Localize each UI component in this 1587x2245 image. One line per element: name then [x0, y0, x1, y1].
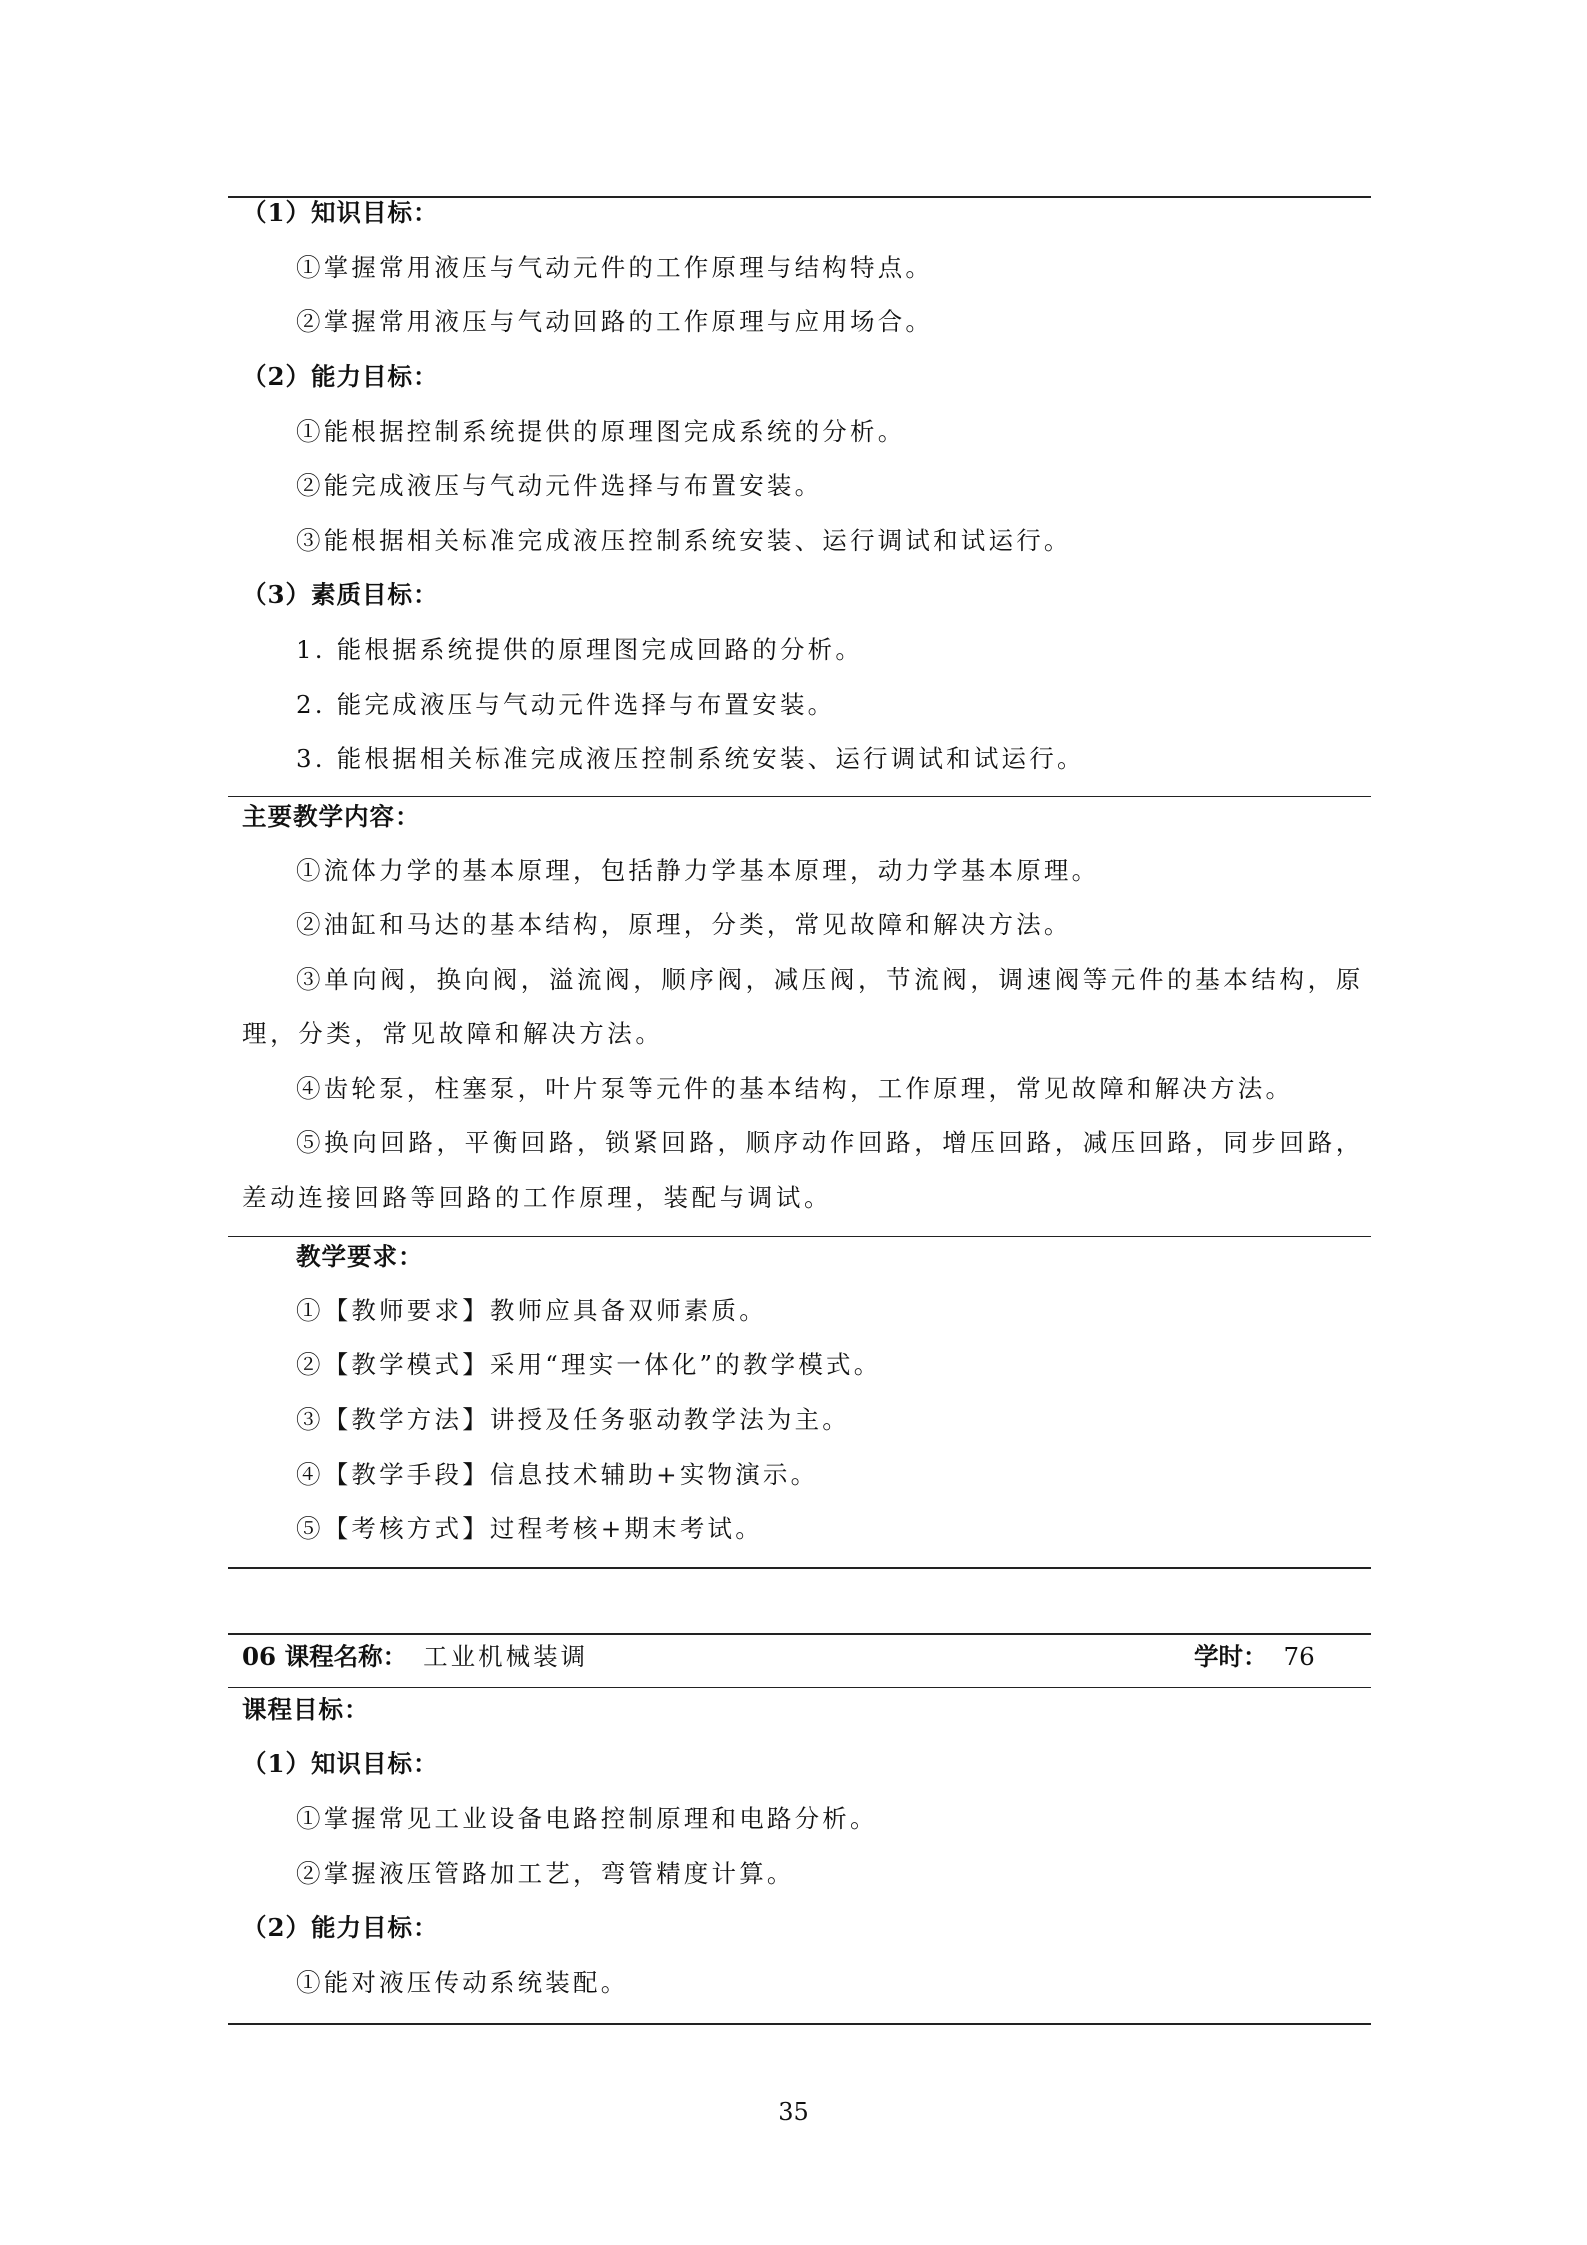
knowledge-item-1: ①掌握常用液压与气动元件的工作原理与结构特点。 — [296, 253, 934, 282]
quality-item-3: 3. 能根据相关标准完成液压控制系统安装、运行调试和试运行。 — [296, 744, 1085, 773]
hours-value: 76 — [1283, 1642, 1315, 1671]
content-line-2: ②油缸和马达的基本结构，原理，分类，常见故障和解决方法。 — [296, 910, 1072, 939]
course-name-label: 06 课程名称： — [242, 1642, 408, 1671]
table-bottom-rule — [228, 1567, 1371, 1569]
course06-ability-item-1: ①能对液压传动系统装配。 — [296, 1968, 629, 1997]
course06-goals-heading: 课程目标： — [242, 1695, 370, 1724]
content-line-5-cont: 差动连接回路等回路的工作原理，装配与调试。 — [242, 1183, 833, 1212]
content-line-3-cont: 理，分类，常见故障和解决方法。 — [242, 1019, 664, 1048]
course06-knowledge-item-2: ②掌握液压管路加工艺，弯管精度计算。 — [296, 1859, 795, 1888]
ability-goal-heading: （2）能力目标： — [242, 362, 439, 391]
requirements-heading: 教学要求： — [296, 1242, 424, 1271]
course06-top-rule — [228, 1633, 1371, 1635]
content-line-4: ④齿轮泵，柱塞泵，叶片泵等元件的基本结构，工作原理，常见故障和解决方法。 — [296, 1074, 1294, 1103]
hours-label: 学时： — [1194, 1642, 1268, 1671]
ability-item-3: ③能根据相关标准完成液压控制系统安装、运行调试和试运行。 — [296, 526, 1072, 555]
quality-item-1: 1. 能根据系统提供的原理图完成回路的分析。 — [296, 635, 864, 664]
knowledge-item-2: ②掌握常用液压与气动回路的工作原理与应用场合。 — [296, 307, 934, 336]
ability-item-2: ②能完成液压与气动元件选择与布置安装。 — [296, 471, 823, 500]
requirement-item-4: ④【教学手段】信息技术辅助+实物演示。 — [296, 1460, 819, 1489]
course06-header-row — [242, 1640, 1371, 1674]
requirement-item-2: ②【教学模式】采用“理实一体化”的教学模式。 — [296, 1350, 882, 1379]
page-number: 35 — [778, 2098, 809, 2126]
quality-goal-heading: （3）素质目标： — [242, 580, 439, 609]
requirement-item-1: ①【教师要求】教师应具备双师素质。 — [296, 1296, 767, 1325]
course06-knowledge-heading: （1）知识目标： — [242, 1749, 439, 1778]
course-name: 工业机械装调 — [423, 1642, 589, 1671]
course06-ability-heading: （2）能力目标： — [242, 1913, 439, 1942]
content-line-3: ③单向阀，换向阀，溢流阀，顺序阀，减压阀，节流阀，调速阀等元件的基本结构，原 — [296, 965, 1364, 994]
knowledge-goal-heading: （1）知识目标： — [242, 198, 439, 227]
course06-header-divider — [228, 1687, 1371, 1688]
course-hours — [1194, 1640, 1315, 1674]
course06-bottom-rule — [228, 2023, 1371, 2025]
course06-knowledge-item-1: ①掌握常见工业设备电路控制原理和电路分析。 — [296, 1804, 878, 1833]
requirement-item-5: ⑤【考核方式】过程考核+期末考试。 — [296, 1514, 763, 1543]
ability-item-1: ①能根据控制系统提供的原理图完成系统的分析。 — [296, 417, 906, 446]
content-line-1: ①流体力学的基本原理，包括静力学基本原理，动力学基本原理。 — [296, 856, 1100, 885]
requirements-divider — [228, 1236, 1371, 1237]
content-heading: 主要教学内容： — [242, 802, 421, 831]
content-divider — [228, 796, 1371, 797]
quality-item-2: 2. 能完成液压与气动元件选择与布置安装。 — [296, 690, 836, 719]
content-line-5: ⑤换向回路，平衡回路，锁紧回路，顺序动作回路，增压回路，减压回路，同步回路， — [296, 1128, 1364, 1157]
requirement-item-3: ③【教学方法】讲授及任务驱动教学法为主。 — [296, 1405, 850, 1434]
